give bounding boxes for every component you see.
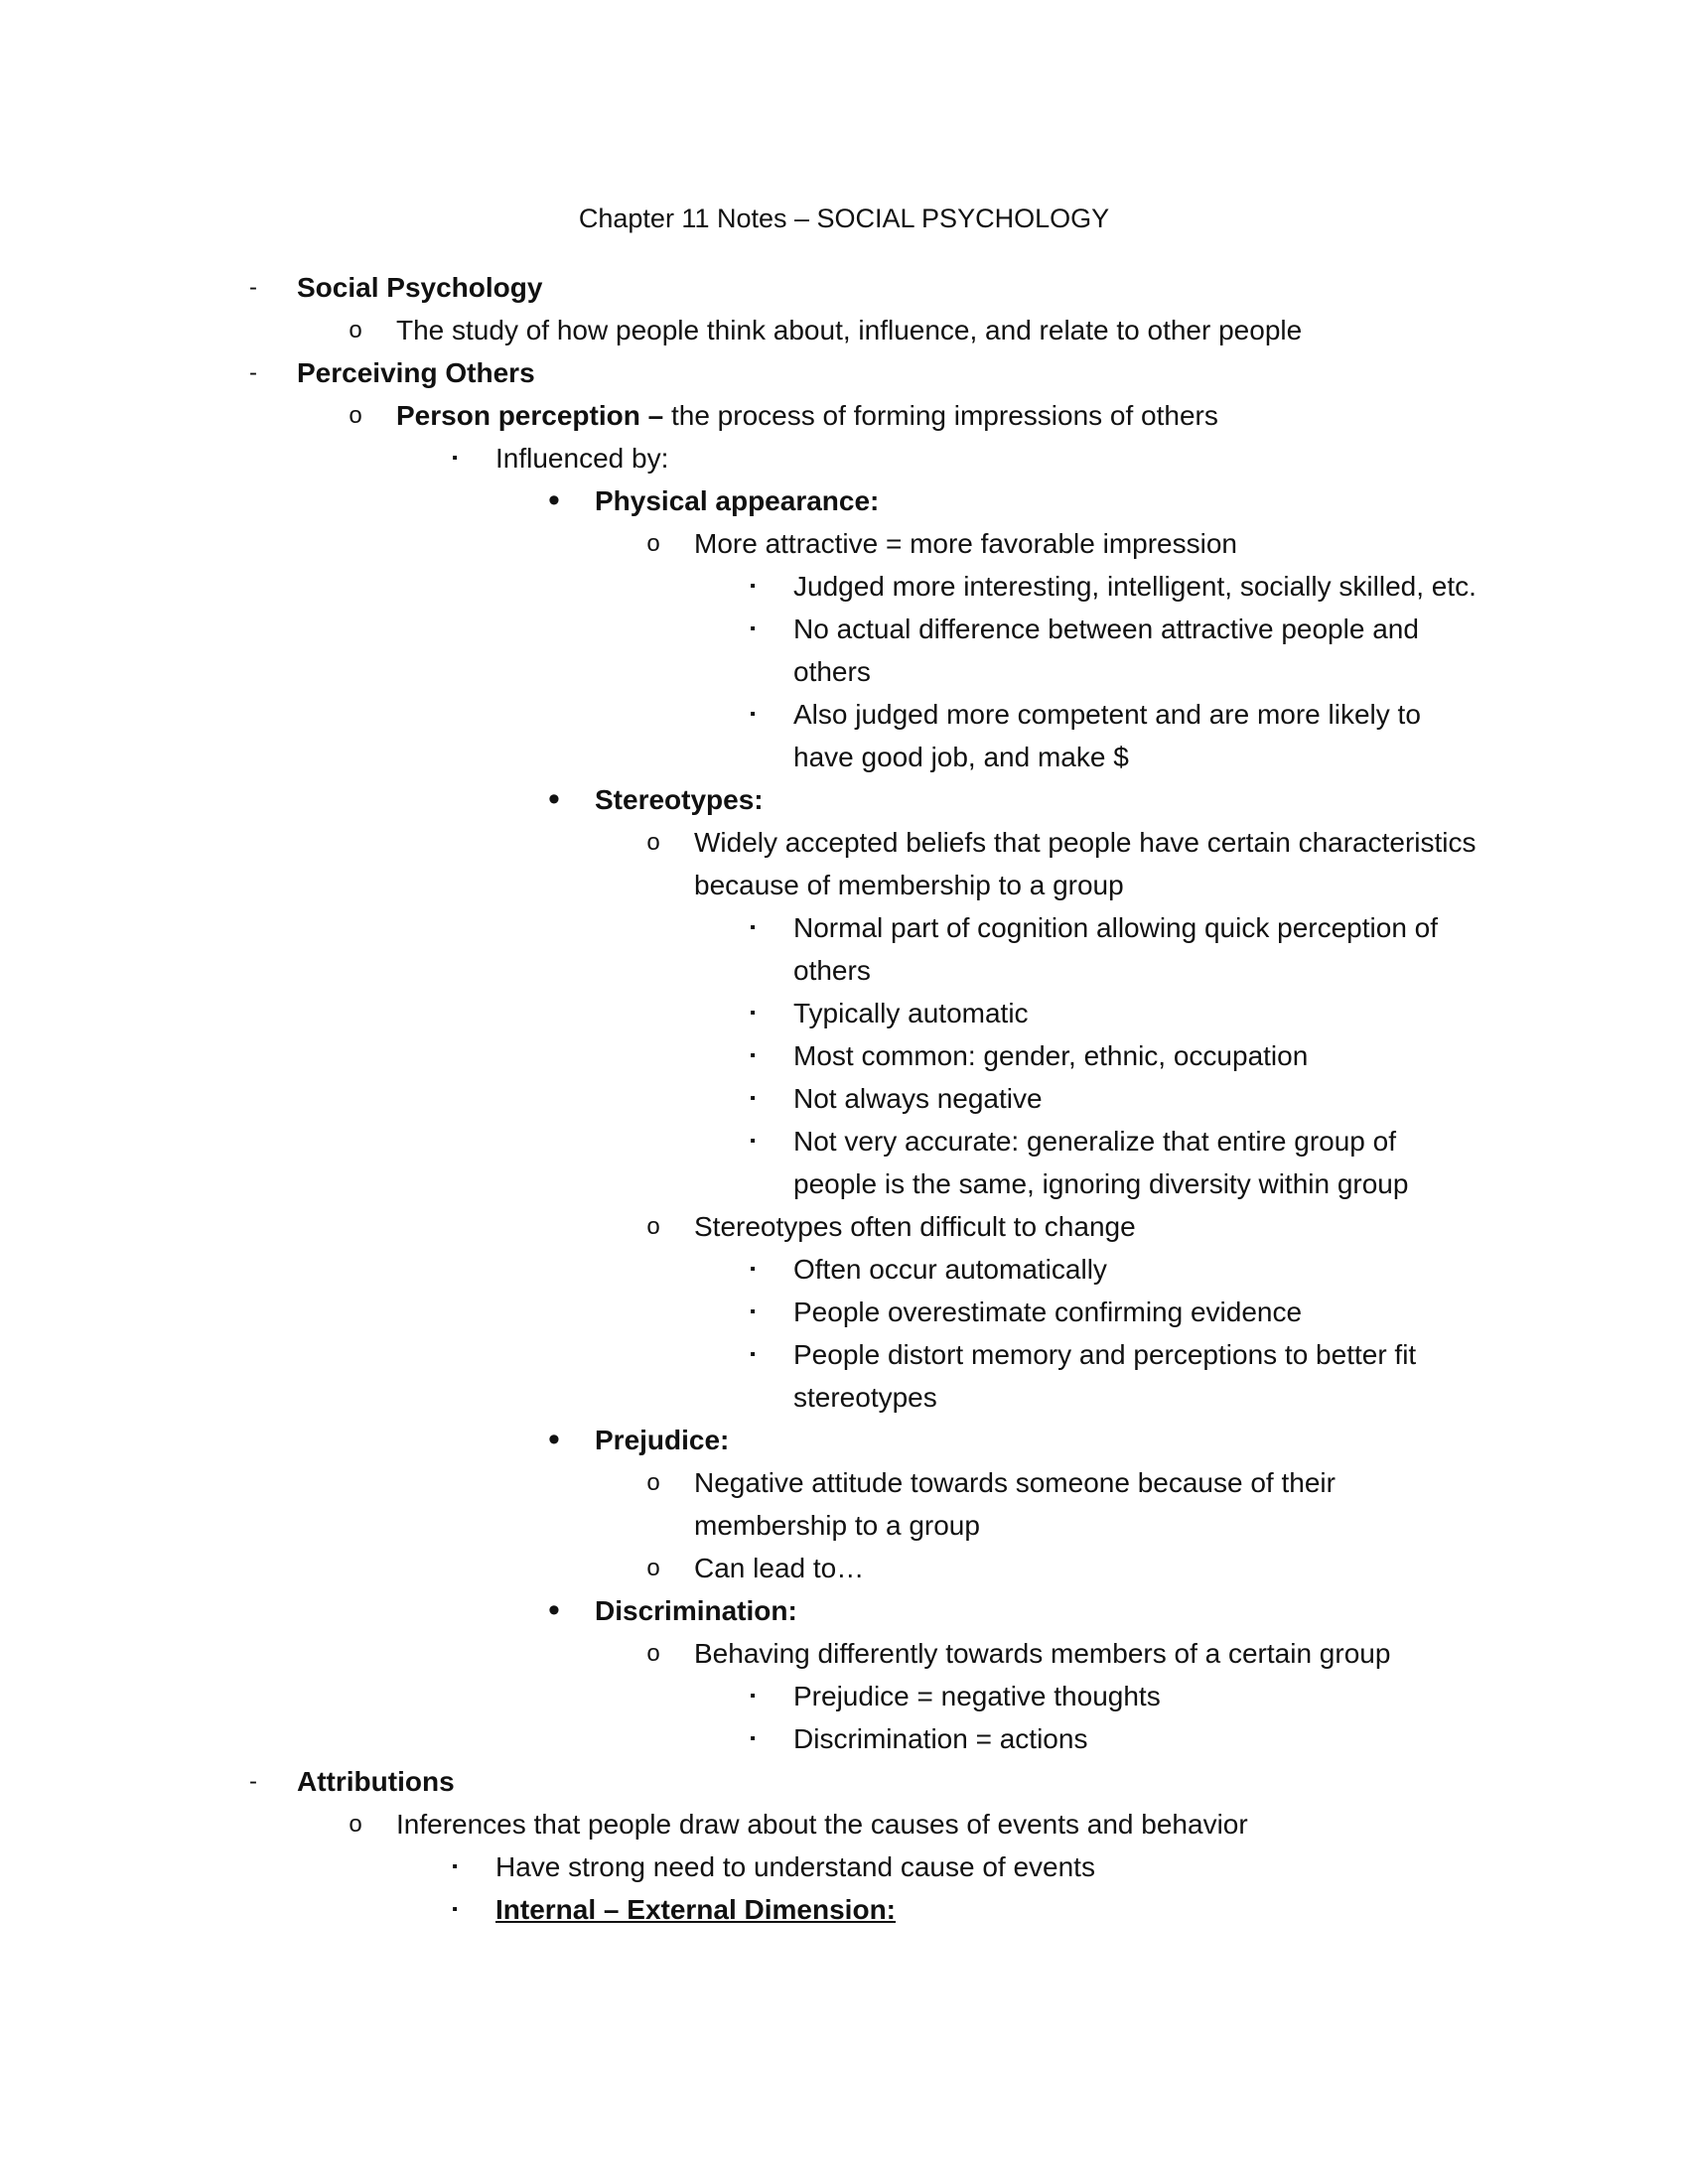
outline-line bbox=[495, 437, 668, 479]
bullet-marker: ▪ bbox=[452, 1901, 458, 1918]
outline-line bbox=[396, 394, 1218, 437]
bullet-marker: - bbox=[249, 359, 257, 386]
bullet-marker: ▪ bbox=[750, 1047, 756, 1064]
bullet-marker: ▪ bbox=[750, 706, 756, 723]
line-text: Typically automatic bbox=[793, 998, 1029, 1028]
outline-line bbox=[694, 522, 1237, 565]
bullet-marker: ▪ bbox=[750, 1303, 756, 1320]
outline-line bbox=[694, 1205, 1136, 1248]
line-text: Judged more interesting, intelligent, socially skilled, etc. bbox=[793, 571, 1477, 602]
outline-line bbox=[793, 1291, 1302, 1333]
line-text: the process of forming impressions of others bbox=[663, 400, 1218, 431]
page-title: Chapter 11 Notes – SOCIAL PSYCHOLOGY bbox=[578, 204, 1110, 233]
outline-line bbox=[694, 1461, 1336, 1504]
bullet-marker: ▪ bbox=[750, 919, 756, 936]
line-text: No actual difference between attractive people and bbox=[793, 614, 1419, 644]
line-text: Inferences that people draw about the causes of events and behavior bbox=[396, 1809, 1248, 1840]
outline-line bbox=[793, 736, 1129, 778]
bullet-marker: ▪ bbox=[750, 1090, 756, 1107]
outline-line bbox=[793, 1120, 1396, 1162]
outline-line bbox=[793, 565, 1477, 608]
bullet-marker: o bbox=[646, 1213, 660, 1240]
bullet-marker: o bbox=[646, 530, 660, 557]
line-text: have good job, and make $ bbox=[793, 742, 1129, 772]
outline-line bbox=[793, 1675, 1161, 1717]
bullet-marker: ▪ bbox=[750, 620, 756, 637]
bullet-marker: ▪ bbox=[452, 450, 458, 467]
line-text: Often occur automatically bbox=[793, 1254, 1107, 1285]
line-text: The study of how people think about, influence, and relate to other people bbox=[396, 315, 1303, 345]
outline-line bbox=[793, 1077, 1043, 1120]
line-text: Not always negative bbox=[793, 1083, 1043, 1114]
line-text: Not very accurate: generalize that entire group of bbox=[793, 1126, 1397, 1157]
outline-line bbox=[793, 949, 871, 992]
outline-line bbox=[793, 1162, 1408, 1205]
outline-line bbox=[793, 1376, 937, 1419]
outline-line bbox=[793, 1248, 1107, 1291]
line-text: Internal – External Dimension: bbox=[495, 1894, 896, 1925]
line-text: others bbox=[793, 656, 871, 687]
bullet-marker: • bbox=[548, 481, 560, 519]
bold-heading: Person perception – bbox=[396, 400, 664, 431]
line-text: Behaving differently towards members of a certain group bbox=[694, 1638, 1391, 1669]
line-text: Discrimination = actions bbox=[793, 1723, 1088, 1754]
bullet-marker: o bbox=[646, 1640, 660, 1667]
line-text: Normal part of cognition allowing quick perception of bbox=[793, 912, 1439, 943]
bold-heading: Prejudice: bbox=[595, 1425, 730, 1455]
outline-line bbox=[793, 1034, 1308, 1077]
line-text: membership to a group bbox=[694, 1510, 980, 1541]
bullet-marker: o bbox=[349, 402, 362, 429]
bold-heading: Discrimination: bbox=[595, 1595, 797, 1626]
line-text: Widely accepted beliefs that people have certain characteristics bbox=[694, 827, 1477, 858]
outline-line bbox=[495, 1888, 896, 1931]
outline-line bbox=[595, 479, 879, 522]
bullet-marker: o bbox=[349, 1811, 362, 1838]
outline-line bbox=[793, 608, 1419, 650]
line-text: Stereotypes often difficult to change bbox=[694, 1211, 1136, 1242]
bold-heading: Attributions bbox=[297, 1766, 455, 1797]
bullet-marker: ▪ bbox=[750, 1005, 756, 1022]
bullet-marker: - bbox=[249, 1768, 257, 1795]
bold-heading: Social Psychology bbox=[297, 272, 543, 303]
outline-line bbox=[793, 650, 871, 693]
outline-line bbox=[595, 778, 764, 821]
line-text: More attractive = more favorable impression bbox=[694, 528, 1237, 559]
bold-heading: Stereotypes: bbox=[595, 784, 764, 815]
bold-heading: Perceiving Others bbox=[297, 357, 535, 388]
outline-line bbox=[793, 906, 1438, 949]
outline-line bbox=[793, 693, 1421, 736]
line-text: Prejudice = negative thoughts bbox=[793, 1681, 1161, 1711]
bullet-marker: • bbox=[548, 1421, 560, 1458]
line-text: Most common: gender, ethnic, occupation bbox=[793, 1040, 1309, 1071]
outline-line bbox=[297, 351, 535, 394]
line-text: because of membership to a group bbox=[694, 870, 1124, 900]
line-text: Have strong need to understand cause of events bbox=[495, 1851, 1095, 1882]
line-text: Also judged more competent and are more likely to bbox=[793, 699, 1421, 730]
bullet-marker: • bbox=[548, 780, 560, 818]
line-text: Influenced by: bbox=[495, 443, 669, 474]
outline-line bbox=[694, 1504, 980, 1547]
bullet-marker: o bbox=[646, 1555, 660, 1581]
bullet-marker: o bbox=[646, 829, 660, 856]
line-text: others bbox=[793, 955, 871, 986]
bullet-marker: o bbox=[646, 1469, 660, 1496]
outline-line bbox=[793, 992, 1029, 1034]
outline-line bbox=[793, 1333, 1416, 1376]
line-text: Can lead to… bbox=[694, 1553, 865, 1583]
line-text: Negative attitude towards someone because of their bbox=[694, 1467, 1336, 1498]
bullet-marker: o bbox=[349, 317, 362, 343]
outline-line bbox=[297, 1760, 455, 1803]
outline-line bbox=[495, 1845, 1095, 1888]
line-text: stereotypes bbox=[793, 1382, 937, 1413]
bullet-marker: ▪ bbox=[750, 1133, 756, 1150]
outline-line bbox=[694, 864, 1124, 906]
bullet-marker: • bbox=[548, 1591, 560, 1629]
bullet-marker: ▪ bbox=[750, 1346, 756, 1363]
bullet-marker: ▪ bbox=[750, 1730, 756, 1747]
bullet-marker: ▪ bbox=[750, 578, 756, 595]
bullet-marker: - bbox=[249, 274, 257, 301]
line-text: people is the same, ignoring diversity within group bbox=[793, 1168, 1409, 1199]
line-text: People overestimate confirming evidence bbox=[793, 1297, 1303, 1327]
bullet-marker: ▪ bbox=[452, 1858, 458, 1875]
outline-line bbox=[595, 1589, 797, 1632]
line-text: People distort memory and perceptions to better fit bbox=[793, 1339, 1417, 1370]
outline-line bbox=[694, 1547, 864, 1589]
outline-line bbox=[595, 1419, 729, 1461]
outline-line bbox=[694, 1632, 1390, 1675]
outline-line bbox=[396, 1803, 1248, 1845]
outline-line bbox=[793, 1717, 1087, 1760]
outline-line bbox=[694, 821, 1477, 864]
bullet-marker: ▪ bbox=[750, 1688, 756, 1705]
bullet-marker: ▪ bbox=[750, 1261, 756, 1278]
outline-line bbox=[396, 309, 1302, 351]
outline-line bbox=[297, 266, 542, 309]
bold-heading: Physical appearance: bbox=[595, 485, 880, 516]
